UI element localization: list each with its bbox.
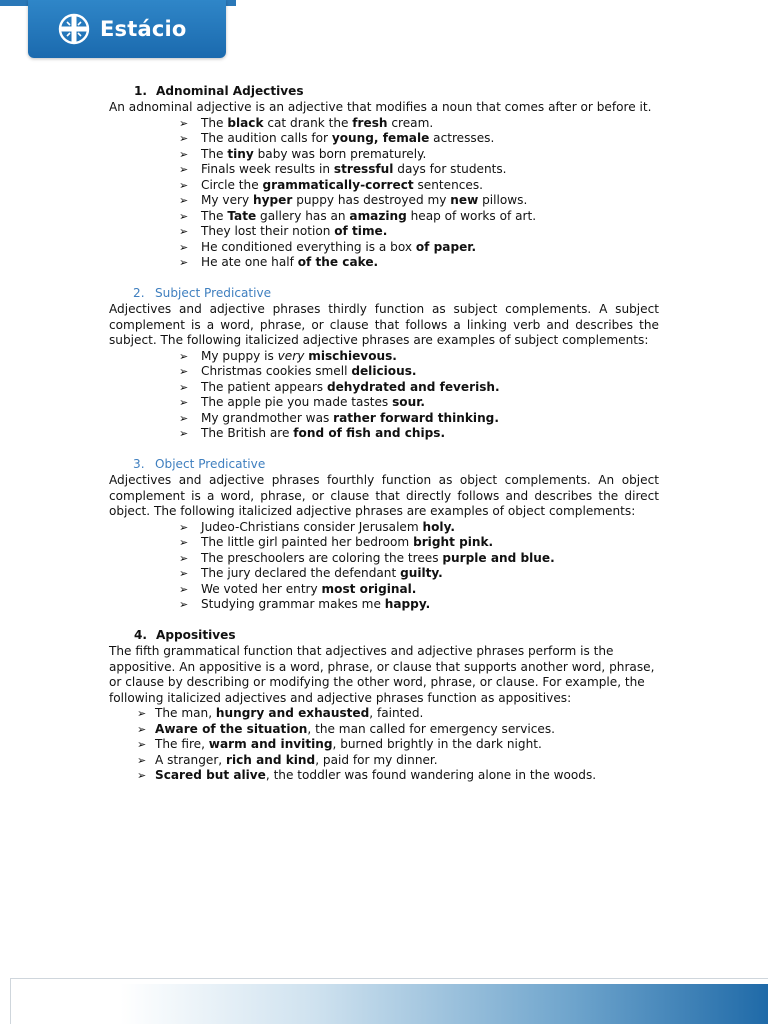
emphasized-phrase: fond of fish and chips. <box>293 426 446 440</box>
example-text: The fire, <box>155 737 209 751</box>
example-list-item <box>109 768 659 784</box>
arrow-bullet-icon: ➢ <box>179 536 189 549</box>
arrow-bullet-icon: ➢ <box>179 194 189 207</box>
example-text: cat drank the <box>263 115 353 130</box>
section-number: 4. <box>134 628 148 642</box>
emphasized-phrase: amazing <box>349 208 407 223</box>
emphasized-phrase: grammatically-correct <box>262 177 414 192</box>
example-text: puppy has destroyed my <box>292 193 451 207</box>
example-text: pillows. <box>478 193 528 207</box>
example-list <box>109 706 659 784</box>
example-text: , burned brightly in the dark night. <box>332 737 542 751</box>
example-text: , the man called for emergency services. <box>307 721 556 736</box>
emphasized-phrase: of the cake. <box>297 255 379 269</box>
emphasized-phrase: tiny <box>227 146 254 161</box>
example-text: The man, <box>155 706 216 720</box>
emphasized-phrase: guilty. <box>400 566 443 580</box>
example-list <box>109 116 659 271</box>
emphasized-phrase: of time. <box>334 224 388 238</box>
example-list-item <box>109 566 659 582</box>
arrow-bullet-icon: ➢ <box>179 598 189 611</box>
emphasized-phrase: hyper <box>253 193 293 207</box>
example-text: The little girl painted her bedroom <box>201 535 414 549</box>
section-title: Adnominal Adjectives <box>156 84 304 98</box>
example-list-item <box>109 426 659 442</box>
example-list-item <box>109 224 659 240</box>
example-text: Studying grammar makes me <box>201 597 385 611</box>
example-text: They lost their notion <box>201 224 335 238</box>
arrow-bullet-icon: ➢ <box>179 116 189 130</box>
example-text: The <box>201 208 228 223</box>
arrow-bullet-icon: ➢ <box>179 520 189 534</box>
example-text: Circle the <box>201 177 263 192</box>
example-text: The British are <box>201 426 294 440</box>
example-text: My very <box>201 193 254 207</box>
emphasized-phrase: rather forward thinking. <box>333 410 499 425</box>
example-text: , fainted. <box>369 706 424 720</box>
example-list <box>109 520 659 613</box>
example-text: cream. <box>387 115 434 130</box>
emphasized-phrase: rich and kind <box>226 752 316 767</box>
section-spacer <box>109 442 659 458</box>
section-heading <box>133 286 659 302</box>
emphasized-phrase: Aware of the situation <box>155 721 308 736</box>
document-body <box>109 84 659 784</box>
emphasized-phrase: dehydrated and feverish. <box>326 379 500 394</box>
example-text: My puppy is <box>201 348 278 363</box>
example-text: The jury declared the defendant <box>201 566 401 580</box>
example-list-item <box>109 364 659 380</box>
example-text: He conditioned everything is a box <box>201 239 416 254</box>
emphasized-phrase: sour. <box>392 395 426 409</box>
example-text: The <box>201 146 228 161</box>
footer-divider <box>10 978 768 979</box>
emphasized-phrase: warm and inviting <box>208 737 333 751</box>
emphasized-phrase: Scared but alive <box>155 768 266 782</box>
emphasized-phrase: of paper. <box>415 239 477 254</box>
section-paragraph: An adnominal adjective is an adjective that modifies a noun that comes after or before it. <box>109 100 652 114</box>
example-text: The apple pie you made tastes <box>201 395 393 409</box>
emphasized-phrase: young, female <box>331 131 430 145</box>
example-text: sentences. <box>413 177 483 192</box>
example-list-item <box>109 193 659 209</box>
emphasized-phrase: happy. <box>384 597 431 611</box>
example-list-item <box>109 116 659 132</box>
italic-word: very <box>277 348 305 363</box>
arrow-bullet-icon: ➢ <box>179 380 189 394</box>
example-text: The patient appears <box>201 379 327 394</box>
arrow-bullet-icon: ➢ <box>179 396 189 409</box>
brand-name: Estácio <box>100 17 187 41</box>
emphasized-phrase: mischievous. <box>308 348 397 363</box>
arrow-bullet-icon: ➢ <box>179 551 189 565</box>
arrow-bullet-icon: ➢ <box>179 147 189 161</box>
arrow-bullet-icon: ➢ <box>137 753 147 767</box>
emphasized-phrase: hungry and exhausted <box>215 706 370 720</box>
arrow-bullet-icon: ➢ <box>179 225 189 238</box>
emphasized-phrase: Tate <box>227 208 257 223</box>
emphasized-phrase: new <box>450 193 479 207</box>
example-text: baby was born prematurely. <box>253 146 427 161</box>
arrow-bullet-icon: ➢ <box>179 132 189 145</box>
arrow-bullet-icon: ➢ <box>179 256 189 269</box>
example-text: actresses. <box>429 131 495 145</box>
example-list-item <box>109 147 659 163</box>
example-list-item <box>109 753 659 769</box>
example-text: heap of works of art. <box>406 208 537 223</box>
section-heading <box>134 628 659 644</box>
example-text: Judeo-Christians consider Jerusalem <box>201 519 423 534</box>
example-list-item <box>109 380 659 396</box>
arrow-bullet-icon: ➢ <box>179 178 189 192</box>
example-text: The audition calls for <box>201 131 332 145</box>
example-list-item <box>109 395 659 411</box>
arrow-bullet-icon: ➢ <box>179 163 189 176</box>
emphasized-phrase: holy. <box>422 519 455 534</box>
section-paragraph: Adjectives and adjective phrases fourthly function as object complements. An object complement is a word, phrase, or clause that directly follows and describes the direct object. The following italicized adjective phrases are examples of object complements: <box>109 473 659 518</box>
emphasized-phrase: most original. <box>321 581 417 596</box>
example-text: He ate one half <box>201 255 298 269</box>
section-spacer <box>109 613 659 629</box>
section-heading <box>133 457 659 473</box>
example-list-item <box>109 737 659 753</box>
arrow-bullet-icon: ➢ <box>137 769 147 782</box>
example-text: days for students. <box>393 162 507 176</box>
emphasized-phrase: black <box>227 115 264 130</box>
example-text: gallery has an <box>256 208 350 223</box>
section-spacer <box>109 271 659 287</box>
arrow-bullet-icon: ➢ <box>179 427 189 440</box>
example-text: The preschoolers are coloring the trees <box>201 550 443 565</box>
example-text: The <box>201 115 228 130</box>
example-text: , paid for my dinner. <box>315 752 438 767</box>
example-list-item <box>109 551 659 567</box>
estacio-globe-icon <box>58 13 90 45</box>
example-text: We voted her entry <box>201 581 322 596</box>
arrow-bullet-icon: ➢ <box>179 240 189 254</box>
example-list-item <box>109 520 659 536</box>
example-list-item <box>109 582 659 598</box>
arrow-bullet-icon: ➢ <box>179 365 189 378</box>
example-list-item <box>109 535 659 551</box>
footer-left-border <box>10 978 11 1024</box>
emphasized-phrase: bright pink. <box>413 535 494 549</box>
example-text: A stranger, <box>155 752 226 767</box>
brand-logo <box>28 0 226 58</box>
example-list-item <box>109 209 659 225</box>
arrow-bullet-icon: ➢ <box>137 707 147 720</box>
section-title: Object Predicative <box>155 457 266 471</box>
arrow-bullet-icon: ➢ <box>179 567 189 580</box>
example-list-item <box>109 240 659 256</box>
section-paragraph: Adjectives and adjective phrases thirdly function as subject complements. A subject complement is a word, phrase, or clause that follows a linking verb and describes the subject. The following italicized adjective phrases are examples of subject complements: <box>109 302 659 347</box>
emphasized-phrase: delicious. <box>351 364 417 378</box>
footer-gradient-band <box>120 984 768 1024</box>
example-list-item <box>109 597 659 613</box>
section-title: Appositives <box>156 628 236 642</box>
arrow-bullet-icon: ➢ <box>179 411 189 425</box>
example-text: Christmas cookies smell <box>201 364 352 378</box>
emphasized-phrase: stressful <box>333 162 394 176</box>
example-list-item <box>109 349 659 365</box>
section-number: 2. <box>133 286 145 300</box>
section-heading <box>134 84 659 100</box>
emphasized-phrase: purple and blue. <box>442 550 555 565</box>
arrow-bullet-icon: ➢ <box>179 209 189 223</box>
emphasized-phrase: fresh <box>352 115 388 130</box>
example-text: , the toddler was found wandering alone in the woods. <box>265 768 597 782</box>
section-number: 3. <box>133 457 145 471</box>
section-title: Subject Predicative <box>155 286 272 300</box>
arrow-bullet-icon: ➢ <box>179 582 189 596</box>
example-list-item <box>109 706 659 722</box>
example-list-item <box>109 722 659 738</box>
example-list-item <box>109 411 659 427</box>
example-list-item <box>109 178 659 194</box>
arrow-bullet-icon: ➢ <box>179 349 189 363</box>
section-paragraph: The fifth grammatical function that adjectives and adjective phrases perform is the appositive. An appositive is a word, phrase, or clause that supports another word, phrase, or clause by describing or modifying the other word, phrase, or clause. For example, the following italicized adjectives and adjective phrases function as appositives: <box>109 644 655 705</box>
arrow-bullet-icon: ➢ <box>137 738 147 751</box>
example-list-item <box>109 162 659 178</box>
section-number: 1. <box>134 84 148 98</box>
example-list-item <box>109 255 659 271</box>
arrow-bullet-icon: ➢ <box>137 722 147 736</box>
example-list <box>109 349 659 442</box>
example-text: My grandmother was <box>201 410 334 425</box>
example-text: Finals week results in <box>201 162 334 176</box>
example-list-item <box>109 131 659 147</box>
